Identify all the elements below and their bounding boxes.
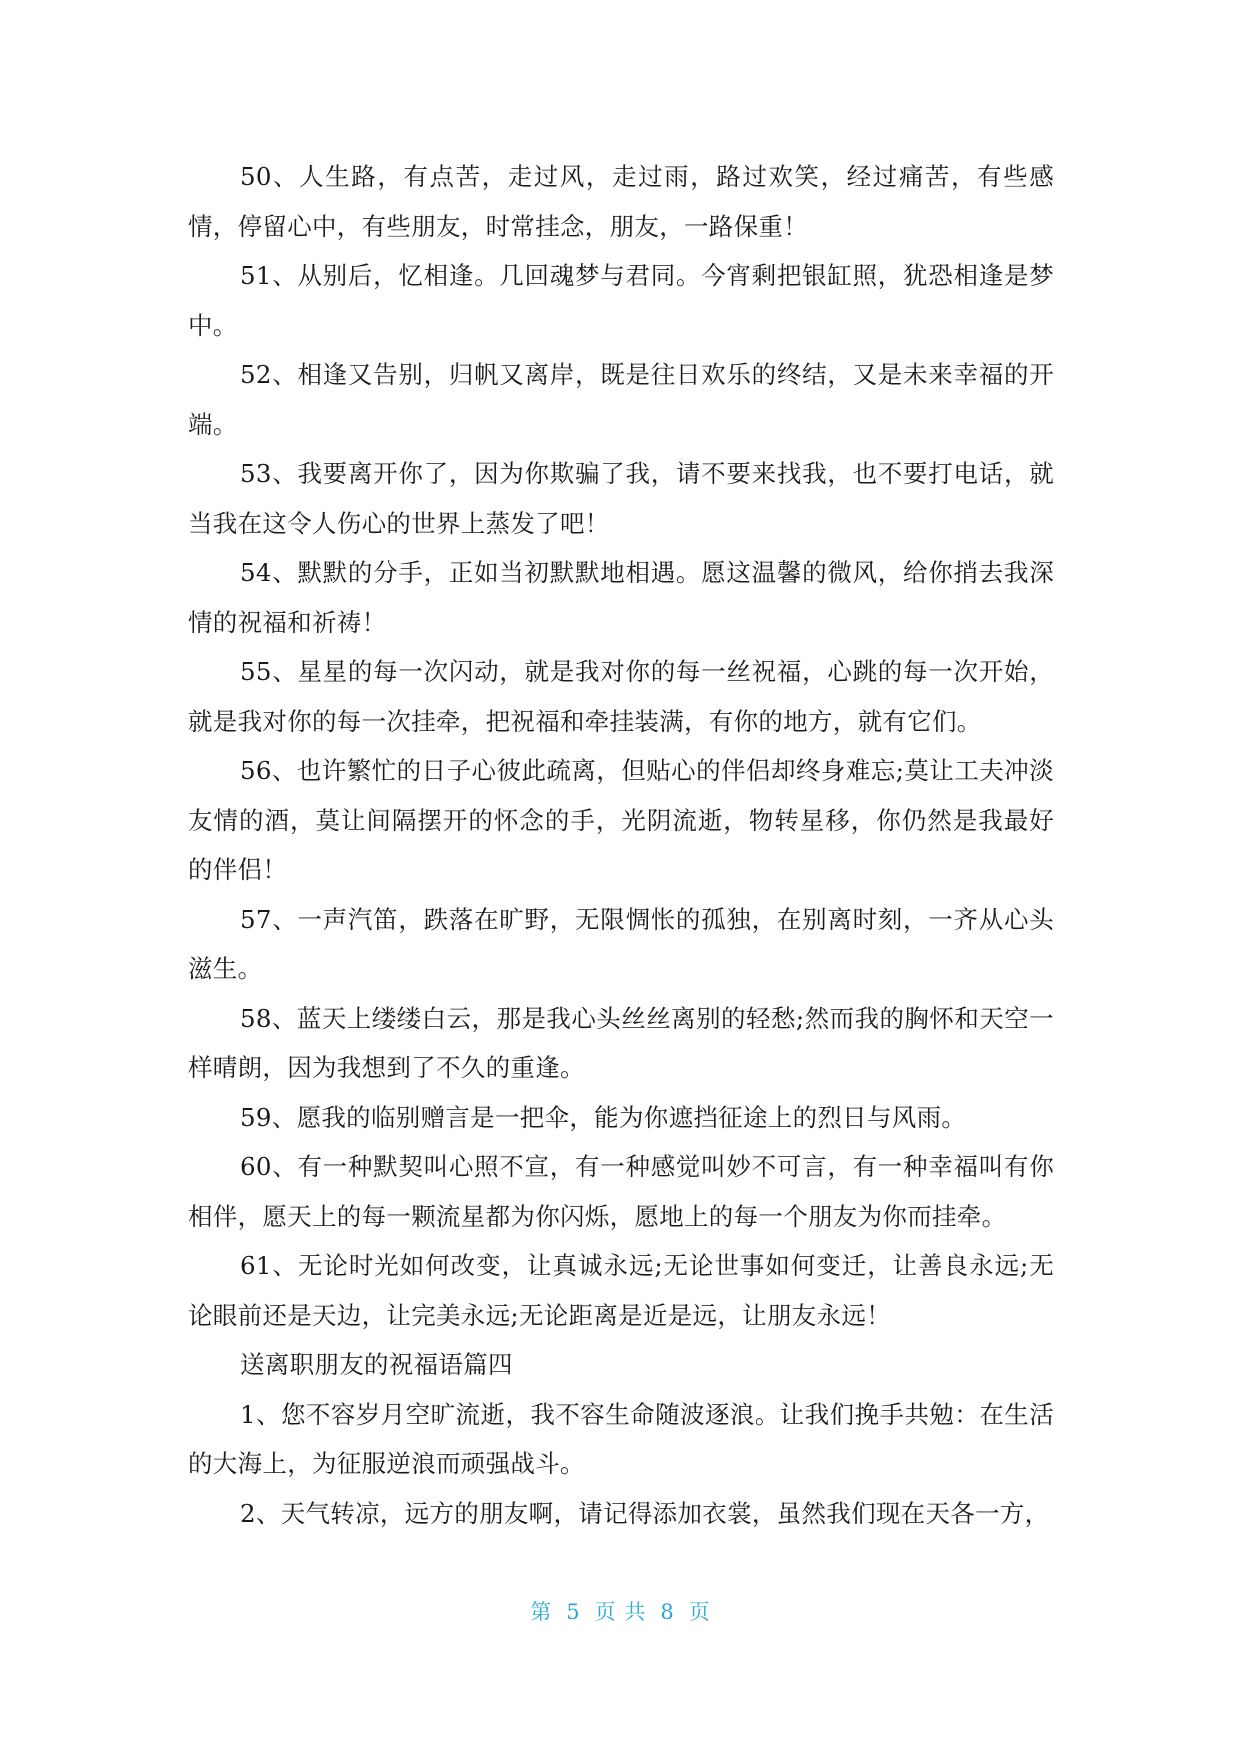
page-footer <box>0 1596 1241 1626</box>
total-pages-number: 8 <box>660 1600 675 1624</box>
paragraph-58: 58、蓝天上缕缕白云，那是我心头丝丝离别的轻愁;然而我的胸怀和天空一样晴朗，因为我想到了不久的重逢。 <box>188 1003 1054 1082</box>
section-heading: 送离职朋友的祝福语篇四 <box>240 1350 513 1379</box>
paragraph-53: 53、我要离开你了，因为你欺骗了我，请不要来找我，也不要打电话，就当我在这令人伤心的世界上蒸发了吧！ <box>188 459 1054 538</box>
paragraph-60: 60、有一种默契叫心照不宣，有一种感觉叫妙不可言，有一种幸福叫有你相伴，愿天上的每一颗流星都为你闪烁，愿地上的每一个朋友为你而挂牵。 <box>188 1152 1054 1231</box>
section-paragraph-1: 1、您不容岁月空旷流逝，我不容生命随波逐浪。让我们挽手共勉：在生活的大海上，为征服逆浪而顽强战斗。 <box>188 1399 1054 1478</box>
paragraph-59: 59、愿我的临别赠言是一把伞，能为你遮挡征途上的烈日与风雨。 <box>240 1102 967 1132</box>
paragraph-54: 54、默默的分手，正如当初默默地相遇。愿这温馨的微风，给你捎去我深情的祝福和祈祷！ <box>188 558 1054 637</box>
paragraph-50: 50、人生路，有点苦，走过风，走过雨，路过欢笑，经过痛苦，有些感情，停留心中，有些朋友，时常挂念，朋友，一路保重！ <box>188 162 1054 241</box>
paragraph-56: 56、也许繁忙的日子心彼此疏离，但贴心的伴侣却终身难忘;莫让工夫冲淡友情的酒，莫让间隔摆开的怀念的手，光阴流逝，物转星移，你仍然是我最好的伴侣！ <box>188 756 1054 884</box>
document-body <box>188 152 1054 1538</box>
footer-prefix: 第 <box>530 1600 553 1624</box>
footer-middle: 页 共 <box>594 1600 647 1624</box>
paragraph-51: 51、从别后，忆相逢。几回魂梦与君同。今宵剩把银缸照，犹恐相逢是梦中。 <box>188 261 1054 340</box>
footer-suffix: 页 <box>688 1600 711 1624</box>
paragraph-55: 55、星星的每一次闪动，就是我对你的每一丝祝福，心跳的每一次开始，就是我对你的每一次挂牵，把祝福和牵挂装满，有你的地方，就有它们。 <box>188 657 1054 736</box>
paragraph-61: 61、无论时光如何改变，让真诚永远;无论世事如何变迁，让善良永远;无论眼前还是天边，让完美永远;无论距离是近是远，让朋友永远！ <box>188 1251 1054 1330</box>
section-paragraph-2: 2、天气转凉，远方的朋友啊，请记得添加衣裳，虽然我们现在天各一方， <box>240 1498 1050 1528</box>
paragraph-52: 52、相逢又告别，归帆又离岸，既是往日欢乐的终结，又是未来幸福的开端。 <box>188 360 1054 439</box>
current-page-number: 5 <box>566 1600 581 1624</box>
paragraph-57: 57、一声汽笛，跌落在旷野，无限惆怅的孤独，在别离时刻，一齐从心头滋生。 <box>188 904 1054 983</box>
